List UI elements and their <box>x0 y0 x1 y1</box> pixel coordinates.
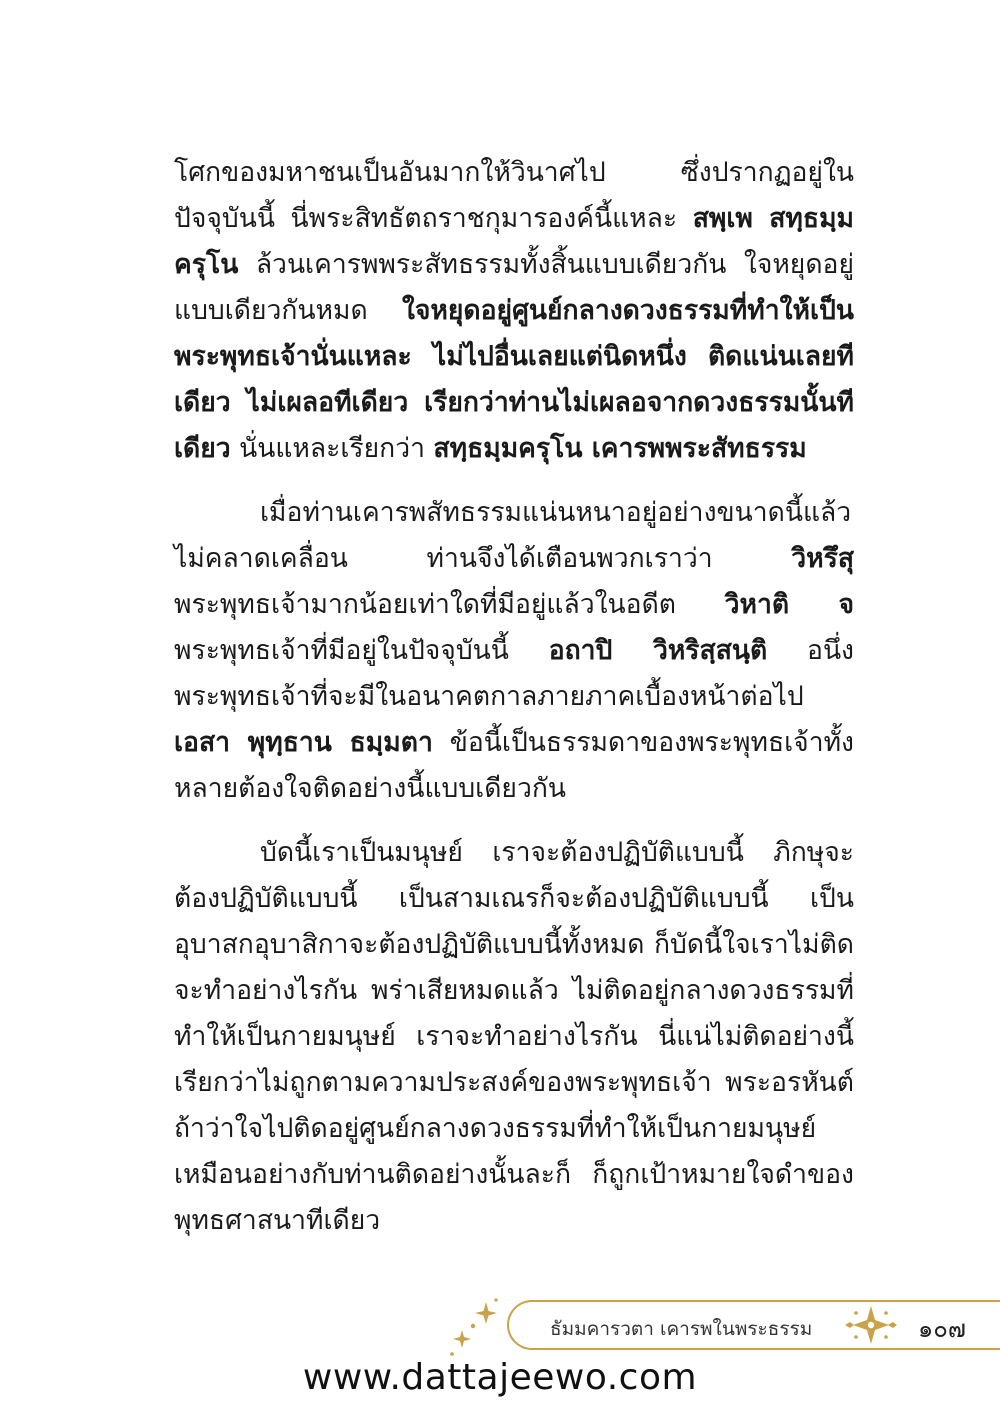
sparkle-ornament-icon <box>440 1296 504 1360</box>
text-run: เมื่อท่านเคารพสัทธรรมแน่นหนาอยู่อย่างขนาดนี้แล้ว ไม่คลาดเคลื่อน ท่านจึงได้เตือนพวกเราว่า <box>174 497 852 574</box>
bold-text-run: สพฺเพ สทฺธมฺมครุโน <box>174 203 855 280</box>
bold-text-run: วิหาติ จ <box>724 589 854 620</box>
text-run: พระพุทธเจ้ามากน้อยเท่าใดที่มีอยู่แล้วในอดีต <box>174 589 725 620</box>
text-run: พระพุทธเจ้าที่มีอยู่ในปัจจุบันนี้ <box>174 635 549 666</box>
body-text <box>174 150 854 1244</box>
website-url: www.dattajeewo.com <box>302 1357 698 1398</box>
text-run: ข้อนี้เป็นธรรมดาของพระพุทธเจ้าทั้งหลายต้องใจติดอย่างนี้แบบเดียวกัน <box>174 727 854 804</box>
bold-text-run: ใจหยุดอยู่ศูนย์กลางดวงธรรมที่ทำให้เป็นพระพุทธเจ้านั่นแหละ ไม่ไปอื่นเลยแต่นิดหนึ่ง ติดแน่นเลยทีเดียว ไม่เผลอทีเดียว เรียกว่าท่านไม่เผลอจากดวงธรรมนั้นทีเดียว <box>174 295 854 464</box>
bold-text-run: เอสา พุทฺธาน ธมฺมตา <box>174 727 433 758</box>
text-run: ล้วนเคารพพระสัทธรรมทั้งสิ้นแบบเดียวกัน ใจหยุดอยู่แบบเดียวกันหมด <box>174 249 854 326</box>
page-footer <box>440 1296 1000 1360</box>
flower-ornament-icon <box>840 1302 902 1348</box>
bold-text-run: อถาปิ วิหริสฺสนฺติ <box>548 635 768 666</box>
paragraph-1 <box>174 150 854 472</box>
bold-text-run: สทฺธมฺมครุโน เคารพพระสัทธรรม <box>433 433 807 464</box>
paragraph-2 <box>174 490 854 812</box>
text-run: โศกของมหาชนเป็นอันมากให้วินาศไป ซึ่งปรากฏอยู่ในปัจจุบันนี้ นี่พระสิทธัตถราชกุมารองค์นี้แหละ <box>174 157 854 234</box>
paragraph-3 <box>174 830 854 1244</box>
bold-text-run: วิหรึสุ <box>791 543 854 574</box>
page-number: ๑๐๗ <box>918 1315 966 1343</box>
text-run: อนึ่ง พระพุทธเจ้าที่จะมีในอนาคตกาลภายภาคเบื้องหน้าต่อไป <box>174 635 854 712</box>
text-run: บัดนี้เราเป็นมนุษย์ เราจะต้องปฏิบัติแบบนี้ ภิกษุจะต้องปฏิบัติแบบนี้ เป็นสามเณรก็จะต้องปฏิบัติแบบนี้ เป็นอุบาสกอุบาสิกาจะต้องปฏิบัติแบบนี้ทั้งหมด ก็บัดนี้ใจเราไม่ติดจะทำอย่างไรกัน พร่าเสียหมดแล้ว ไม่ติดอยู่กลางดวงธรรมที่ทำให้เป็นกายมนุษย์ เราจะทำอย่างไรกัน นี่แน่ไม่ติดอย่างนี้ เรียกว่าไม่ถูกตามความประสงค์ของพระพุทธเจ้า พระอรหันต์ ถ้าว่าใจไปติดอยู่ศูนย์กลางดวงธรรมที่ทำให้เป็นกายมนุษย์ เหมือนอย่างกับท่านติดอย่างนั้นละก็ ก็ถูกเป้าหมายใจดำของพุทธศาสนาทีเดียว <box>174 837 854 1236</box>
text-run: นั่นแหละเรียกว่า <box>230 433 434 464</box>
book-title: ธัมมคารวตา เคารพในพระธรรม <box>550 1318 813 1340</box>
